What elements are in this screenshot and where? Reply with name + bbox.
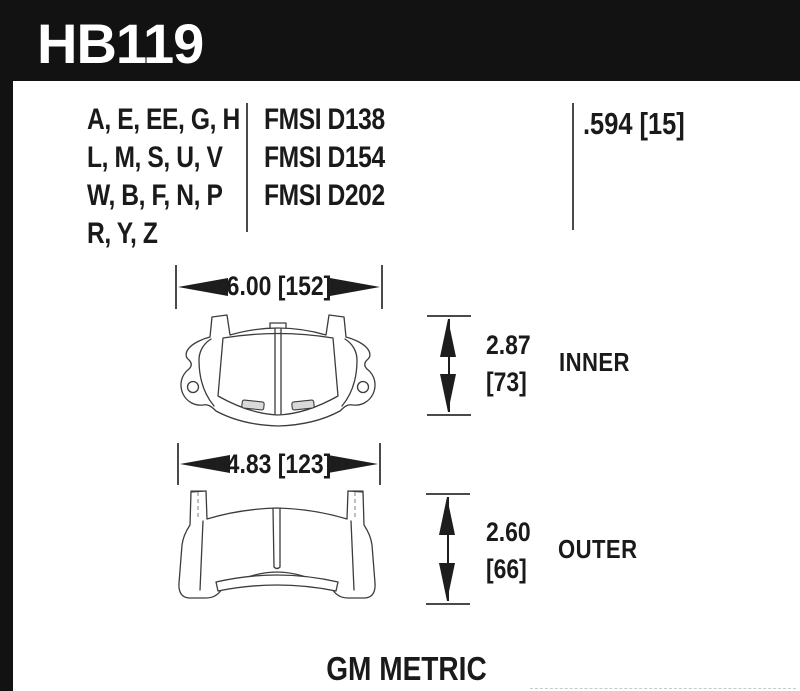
compound-row: L, M, S, U, V <box>87 141 223 174</box>
header-bar <box>0 0 800 81</box>
outer-height-mm: [66] <box>486 554 527 584</box>
outer-pad-drawing <box>170 487 384 611</box>
abutment-lug-right <box>292 400 315 410</box>
arrow-down-icon <box>440 374 456 412</box>
mounting-hole-right <box>358 382 369 393</box>
vehicle-platform-label: GM METRIC <box>326 650 487 687</box>
arrow-up-icon <box>439 497 455 535</box>
left-border-strip <box>0 81 13 691</box>
fmsi-column <box>264 101 385 215</box>
dimension-tick-icon <box>177 443 179 485</box>
arrow-up-icon <box>440 319 456 357</box>
dimension-tick-icon <box>379 443 381 485</box>
inner-pad-label: INNER <box>559 347 630 377</box>
outer-height-in: 2.60 <box>486 517 531 547</box>
column-divider-left <box>246 103 248 232</box>
outer-height-dimension <box>426 493 470 605</box>
inner-width-label: 6.00 [152] <box>226 271 332 301</box>
abutment-lug-left <box>242 400 265 410</box>
part-number: HB119 <box>37 12 204 75</box>
top-tab <box>270 323 286 328</box>
compound-row: R, Y, Z <box>87 217 158 250</box>
friction-material <box>218 334 338 416</box>
inner-height-mm: [73] <box>486 367 527 397</box>
inner-height-values <box>486 327 531 401</box>
outer-width-label: 4.83 [123] <box>226 449 332 479</box>
inner-height-in: 2.87 <box>486 330 531 360</box>
dimension-tick-icon <box>427 414 471 416</box>
arrow-down-icon <box>439 563 455 601</box>
outer-height-values <box>486 514 531 588</box>
dimension-tick-icon <box>426 603 470 605</box>
compound-row: A, E, EE, G, H <box>87 103 240 136</box>
fmsi-row: FMSI D138 <box>264 103 385 136</box>
dimension-tick-icon <box>427 315 471 317</box>
fmsi-row: FMSI D154 <box>264 141 385 174</box>
mounting-hole-left <box>188 382 199 393</box>
compound-letters-column <box>87 101 240 253</box>
inner-height-dimension <box>427 315 471 416</box>
inner-pad-drawing <box>166 302 390 430</box>
outer-width-dimension <box>177 443 381 485</box>
dimension-tick-icon <box>426 493 470 495</box>
outer-pad-label: OUTER <box>558 534 638 564</box>
fmsi-row: FMSI D202 <box>264 179 385 212</box>
pad-thickness: .594 [15] <box>583 106 685 141</box>
compound-row: W, B, F, N, P <box>87 179 223 212</box>
column-divider-right <box>572 103 574 230</box>
bottom-hairline <box>530 688 796 689</box>
